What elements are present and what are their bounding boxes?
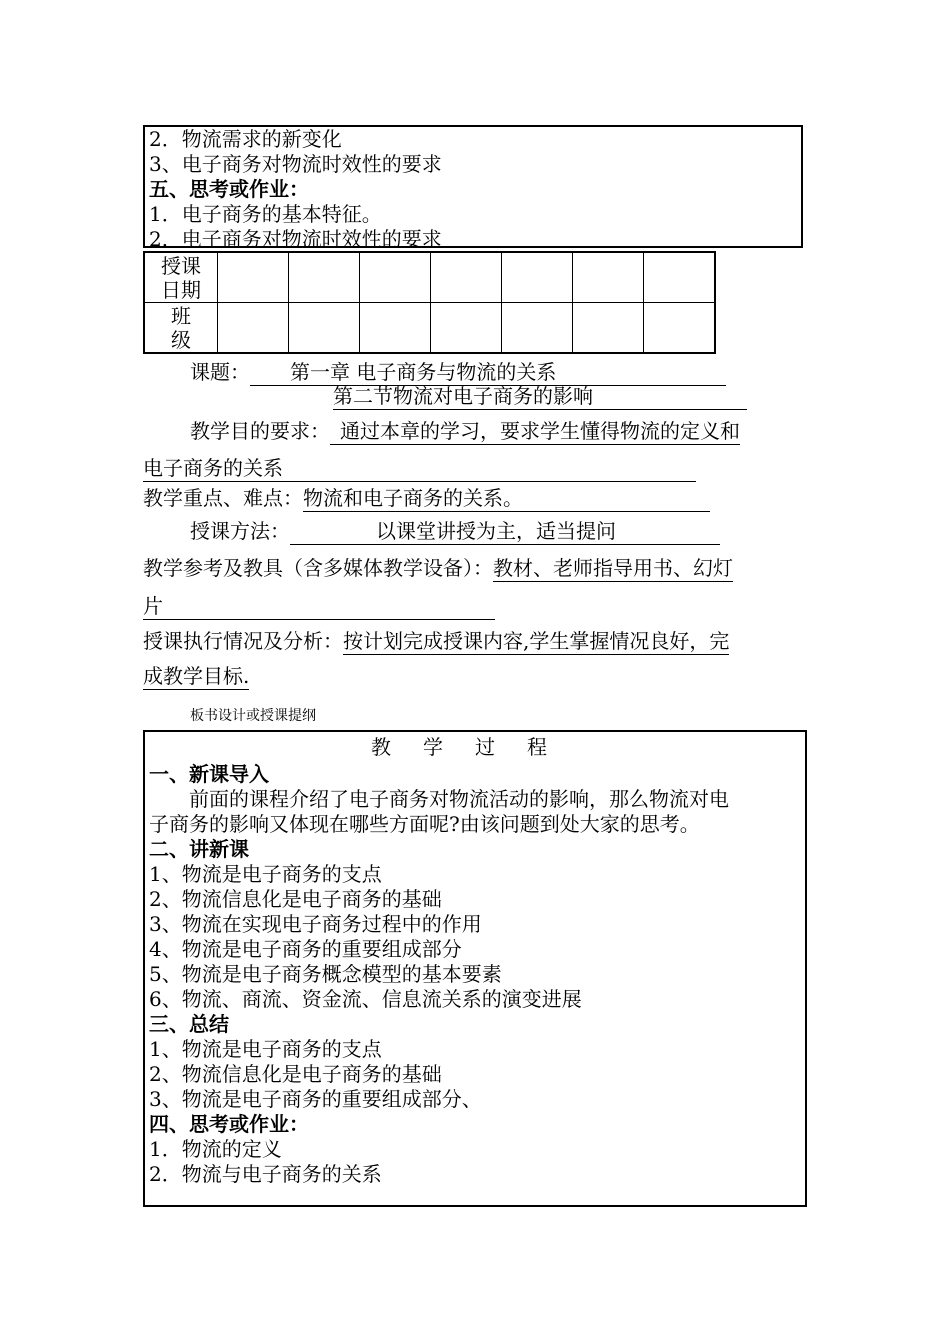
topic-section: 第二节物流对电子商务的影响 xyxy=(333,380,747,410)
process-line: 3、物流是电子商务的重要组成部分、 xyxy=(149,1087,482,1111)
class-cell[interactable] xyxy=(573,303,644,354)
process-heading: 一、新课导入 xyxy=(149,762,269,786)
execution-label: 授课执行情况及分析： xyxy=(143,629,343,653)
process-line: 6、物流、商流、资金流、信息流关系的演变进展 xyxy=(149,987,582,1011)
execution-text-1: 按计划完成授课内容,学生掌握情况良好，完 xyxy=(343,625,729,655)
references-text-2: 片 xyxy=(143,590,495,620)
topic-chapter: 第一章 电子商务与物流的关系 xyxy=(250,356,726,386)
box-line: 2．物流需求的新变化 xyxy=(149,127,342,151)
execution-line xyxy=(143,625,729,655)
class-cell[interactable] xyxy=(644,303,716,354)
process-line: 1、物流是电子商务的支点 xyxy=(149,862,382,886)
class-label-a: 班 xyxy=(171,303,191,328)
process-line: 2．物流与电子商务的关系 xyxy=(149,1162,382,1186)
date-cell[interactable] xyxy=(573,252,644,303)
date-cell[interactable] xyxy=(502,252,573,303)
method-text: 以课堂讲授为主，适当提问 xyxy=(290,515,720,545)
execution-line-2 xyxy=(143,660,249,690)
objectives-line xyxy=(190,415,740,445)
date-label-b: 日期 xyxy=(161,277,201,302)
topic-label: 课题： xyxy=(190,360,250,384)
class-cell[interactable] xyxy=(289,303,360,354)
schedule-row-class xyxy=(144,303,715,354)
key-points-line xyxy=(143,482,710,512)
class-label-cell xyxy=(144,303,218,354)
process-line: 1．物流的定义 xyxy=(149,1137,282,1161)
key-points-label: 教学重点、难点： xyxy=(143,486,303,510)
class-cell[interactable] xyxy=(360,303,431,354)
class-cell[interactable] xyxy=(502,303,573,354)
class-cell[interactable] xyxy=(218,303,289,354)
method-label: 授课方法： xyxy=(190,519,290,543)
date-cell[interactable] xyxy=(360,252,431,303)
schedule-table xyxy=(143,251,716,354)
board-design-label: 板书设计或授课提纲 xyxy=(190,708,316,724)
date-label-a: 授课 xyxy=(161,253,201,278)
box-line: 3、电子商务对物流时效性的要求 xyxy=(149,152,442,176)
class-cell[interactable] xyxy=(431,303,502,354)
objectives-text-1: 通过本章的学习，要求学生懂得物流的定义和 xyxy=(330,415,740,445)
references-label: 教学参考及教具（含多媒体教学设备）： xyxy=(143,556,493,580)
method-line xyxy=(190,515,720,545)
topic-section-line xyxy=(333,380,747,410)
process-line: 前面的课程介绍了电子商务对物流活动的影响，那么物流对电 xyxy=(149,787,729,811)
objectives-text-2: 电子商务的关系 xyxy=(143,452,696,482)
process-line: 2、物流信息化是电子商务的基础 xyxy=(149,887,442,911)
schedule-row-date xyxy=(144,252,715,303)
process-line: 1、物流是电子商务的支点 xyxy=(149,1037,382,1061)
box-heading: 五、思考或作业： xyxy=(149,177,309,201)
class-label-b: 级 xyxy=(171,327,191,352)
process-line: 4、物流是电子商务的重要组成部分 xyxy=(149,937,462,961)
process-line: 子商务的影响又体现在哪些方面呢?由该问题到处大家的思考。 xyxy=(149,812,700,836)
process-line: 5、物流是电子商务概念模型的基本要素 xyxy=(149,962,502,986)
date-cell[interactable] xyxy=(218,252,289,303)
key-points-text: 物流和电子商务的关系。 xyxy=(303,482,710,512)
objectives-line-2 xyxy=(143,452,696,482)
date-cell[interactable] xyxy=(431,252,502,303)
process-heading: 四、思考或作业： xyxy=(149,1112,309,1136)
objectives-label: 教学目的要求： xyxy=(190,419,330,443)
references-line-2 xyxy=(143,590,495,620)
process-heading: 三、总结 xyxy=(149,1012,229,1036)
box-line: 1．电子商务的基本特征。 xyxy=(149,202,382,226)
teaching-process-box xyxy=(143,730,807,1207)
date-cell[interactable] xyxy=(644,252,716,303)
box-line: 2．电子商务对物流时效性的要求 xyxy=(149,227,442,251)
references-text-1: 教材、老师指导用书、幻灯 xyxy=(493,552,733,582)
references-line xyxy=(143,552,733,582)
process-title: 教学过程 xyxy=(371,735,579,759)
date-label-cell xyxy=(144,252,218,303)
process-line: 3、物流在实现电子商务过程中的作用 xyxy=(149,912,482,936)
date-cell[interactable] xyxy=(289,252,360,303)
process-line: 2、物流信息化是电子商务的基础 xyxy=(149,1062,442,1086)
process-heading: 二、讲新课 xyxy=(149,837,249,861)
homework-box-continued xyxy=(143,125,803,251)
execution-text-2: 成教学目标. xyxy=(143,660,249,690)
